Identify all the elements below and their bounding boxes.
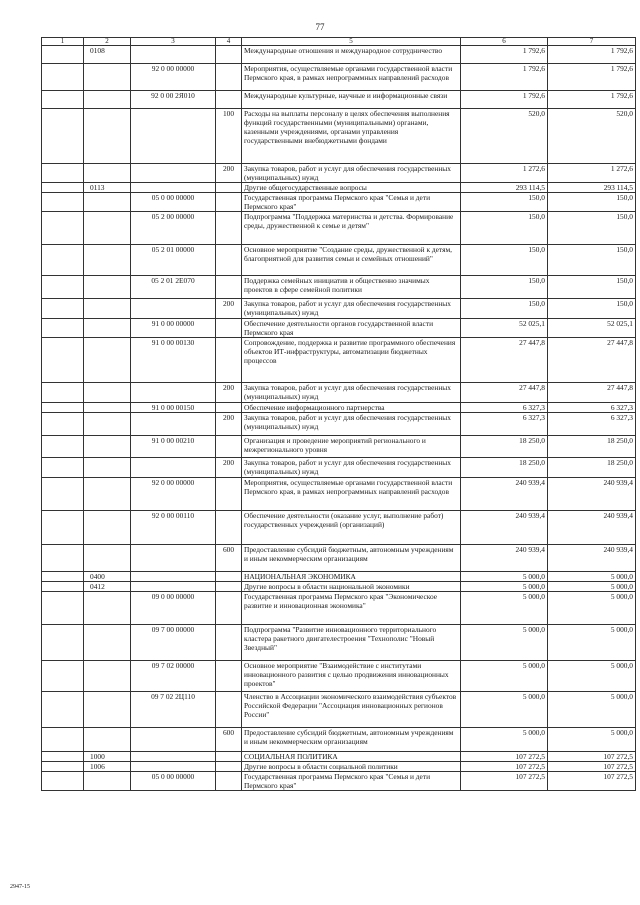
cell-target-article: 05 0 00 00000	[131, 772, 216, 791]
cell-target-article	[131, 46, 216, 64]
cell-name: Международные культурные, научные и информационные связи	[242, 91, 461, 109]
cell-subsection	[84, 413, 131, 436]
cell-section	[42, 299, 84, 319]
cell-target-article	[131, 752, 216, 762]
cell-expense-type	[216, 338, 242, 383]
cell-amount-1: 107 272,5	[461, 762, 548, 772]
cell-subsection	[84, 478, 131, 511]
cell-expense-type	[216, 762, 242, 772]
cell-subsection	[84, 692, 131, 728]
cell-section	[42, 212, 84, 245]
table-row	[42, 193, 636, 212]
table-row	[42, 383, 636, 403]
cell-name: Обеспечение информационного партнерства	[242, 403, 461, 413]
cell-amount-1: 240 939,4	[461, 511, 548, 545]
cell-subsection	[84, 383, 131, 403]
cell-amount-1: 6 327,3	[461, 403, 548, 413]
cell-amount-1: 5 000,0	[461, 592, 548, 625]
cell-amount-2: 1 792,6	[548, 46, 636, 64]
cell-section	[42, 478, 84, 511]
cell-amount-2: 107 272,5	[548, 762, 636, 772]
cell-amount-1: 5 000,0	[461, 661, 548, 692]
cell-expense-type	[216, 692, 242, 728]
budget-table	[41, 37, 636, 791]
cell-expense-type	[216, 592, 242, 625]
table-row	[42, 413, 636, 436]
table-row	[42, 299, 636, 319]
cell-target-article	[131, 109, 216, 164]
cell-amount-1: 5 000,0	[461, 728, 548, 752]
cell-section	[42, 772, 84, 791]
table-row	[42, 572, 636, 582]
cell-expense-type	[216, 319, 242, 338]
table-row	[42, 582, 636, 592]
cell-amount-2: 5 000,0	[548, 592, 636, 625]
cell-amount-1: 1 792,6	[461, 64, 548, 91]
table-row	[42, 245, 636, 276]
cell-target-article	[131, 582, 216, 592]
cell-subsection	[84, 212, 131, 245]
cell-expense-type: 600	[216, 545, 242, 572]
table-row	[42, 625, 636, 661]
cell-section	[42, 413, 84, 436]
cell-name: Основное мероприятие "Создание среды, дружественной к детям, благоприятной для развития семьи и семейных отношений"	[242, 245, 461, 276]
cell-section	[42, 458, 84, 478]
cell-target-article: 91 0 00 00000	[131, 319, 216, 338]
header-cell: 5	[242, 38, 461, 46]
cell-section	[42, 193, 84, 212]
cell-name: Основное мероприятие "Взаимодействие с институтами инновационного развития с целью продвижения инновационных проектов"	[242, 661, 461, 692]
cell-subsection	[84, 338, 131, 383]
cell-section	[42, 276, 84, 299]
cell-amount-2: 107 272,5	[548, 772, 636, 791]
cell-section	[42, 245, 84, 276]
cell-section	[42, 625, 84, 661]
cell-section	[42, 319, 84, 338]
cell-amount-1: 5 000,0	[461, 692, 548, 728]
cell-expense-type	[216, 245, 242, 276]
cell-subsection	[84, 592, 131, 625]
cell-target-article: 09 0 00 00000	[131, 592, 216, 625]
cell-subsection	[84, 319, 131, 338]
cell-name: Поддержка семейных инициатив и общественно значимых проектов в сфере семейной политики	[242, 276, 461, 299]
header-cell: 4	[216, 38, 242, 46]
cell-name: Организация и проведение мероприятий регионального и межрегионального уровня	[242, 436, 461, 458]
cell-subsection	[84, 64, 131, 91]
cell-amount-1: 150,0	[461, 212, 548, 245]
cell-amount-2: 150,0	[548, 193, 636, 212]
table-row	[42, 592, 636, 625]
cell-amount-2: 107 272,5	[548, 752, 636, 762]
cell-amount-2: 240 939,4	[548, 511, 636, 545]
cell-amount-1: 27 447,8	[461, 338, 548, 383]
cell-amount-2: 150,0	[548, 299, 636, 319]
cell-expense-type: 200	[216, 458, 242, 478]
cell-amount-1: 107 272,5	[461, 752, 548, 762]
cell-target-article: 92 0 00 00000	[131, 478, 216, 511]
cell-section	[42, 91, 84, 109]
cell-expense-type	[216, 772, 242, 791]
cell-amount-2: 5 000,0	[548, 572, 636, 582]
cell-amount-1: 150,0	[461, 245, 548, 276]
cell-expense-type	[216, 403, 242, 413]
cell-amount-2: 240 939,4	[548, 478, 636, 511]
cell-amount-1: 1 792,6	[461, 46, 548, 64]
cell-amount-1: 5 000,0	[461, 582, 548, 592]
cell-subsection	[84, 772, 131, 791]
cell-name: Предоставление субсидий бюджетным, автономным учреждениям и иным некоммерческим организациям	[242, 728, 461, 752]
cell-name: Международные отношения и международное сотрудничество	[242, 46, 461, 64]
cell-target-article	[131, 458, 216, 478]
cell-amount-1: 150,0	[461, 193, 548, 212]
table-row	[42, 436, 636, 458]
cell-section	[42, 661, 84, 692]
cell-expense-type	[216, 661, 242, 692]
cell-amount-1: 150,0	[461, 276, 548, 299]
cell-target-article: 09 7 02 00000	[131, 661, 216, 692]
cell-name: Мероприятия, осуществляемые органами государственной власти Пермского края, в рамках непрограммных направлений расходов	[242, 64, 461, 91]
cell-section	[42, 46, 84, 64]
table-row	[42, 319, 636, 338]
table-row	[42, 276, 636, 299]
cell-name: Государственная программа Пермского края "Экономическое развитие и инновационная экономика"	[242, 592, 461, 625]
cell-expense-type	[216, 183, 242, 193]
cell-name: Государственная программа Пермского края "Семья и дети Пермского края"	[242, 193, 461, 212]
cell-section	[42, 752, 84, 762]
cell-expense-type: 200	[216, 413, 242, 436]
cell-target-article: 05 2 01 00000	[131, 245, 216, 276]
cell-section	[42, 511, 84, 545]
cell-name: Другие вопросы в области национальной экономики	[242, 582, 461, 592]
table-row	[42, 91, 636, 109]
cell-name: Мероприятия, осуществляемые органами государственной власти Пермского края, в рамках непрограммных направлений расходов	[242, 478, 461, 511]
cell-expense-type	[216, 625, 242, 661]
cell-name: СОЦИАЛЬНАЯ ПОЛИТИКА	[242, 752, 461, 762]
table-row	[42, 511, 636, 545]
cell-subsection	[84, 276, 131, 299]
cell-amount-2: 52 025,1	[548, 319, 636, 338]
cell-subsection: 0113	[84, 183, 131, 193]
cell-amount-1: 6 327,3	[461, 413, 548, 436]
cell-amount-1: 150,0	[461, 299, 548, 319]
cell-amount-1: 240 939,4	[461, 478, 548, 511]
cell-expense-type	[216, 193, 242, 212]
cell-subsection: 0108	[84, 46, 131, 64]
cell-amount-2: 18 250,0	[548, 458, 636, 478]
cell-name: Другие вопросы в области социальной политики	[242, 762, 461, 772]
cell-subsection: 1006	[84, 762, 131, 772]
cell-amount-2: 6 327,3	[548, 413, 636, 436]
cell-name: Другие общегосударственные вопросы	[242, 183, 461, 193]
cell-expense-type	[216, 276, 242, 299]
cell-section	[42, 183, 84, 193]
cell-subsection	[84, 109, 131, 164]
cell-subsection	[84, 245, 131, 276]
cell-amount-2: 240 939,4	[548, 545, 636, 572]
cell-subsection: 1000	[84, 752, 131, 762]
table-row	[42, 692, 636, 728]
cell-amount-2: 150,0	[548, 276, 636, 299]
cell-name: Обеспечение деятельности (оказание услуг, выполнение работ) государственных учреждений (организаций)	[242, 511, 461, 545]
cell-target-article	[131, 299, 216, 319]
table-row	[42, 109, 636, 164]
table-row	[42, 752, 636, 762]
cell-target-article	[131, 183, 216, 193]
cell-name: Закупка товаров, работ и услуг для обеспечения государственных (муниципальных) нужд	[242, 164, 461, 183]
table-row	[42, 46, 636, 64]
header-cell: 2	[84, 38, 131, 46]
cell-subsection	[84, 458, 131, 478]
cell-amount-1: 18 250,0	[461, 458, 548, 478]
cell-amount-1: 1 272,6	[461, 164, 548, 183]
cell-expense-type: 200	[216, 383, 242, 403]
cell-subsection	[84, 545, 131, 572]
cell-name: Членство в Ассоциации экономического взаимодействия субъектов Российской Федерации "Ассоциация инновационных регионов России"	[242, 692, 461, 728]
cell-subsection: 0400	[84, 572, 131, 582]
cell-section	[42, 728, 84, 752]
cell-expense-type	[216, 582, 242, 592]
cell-target-article	[131, 728, 216, 752]
cell-name: Закупка товаров, работ и услуг для обеспечения государственных (муниципальных) нужд	[242, 299, 461, 319]
cell-expense-type	[216, 478, 242, 511]
table-row	[42, 338, 636, 383]
cell-amount-1: 27 447,8	[461, 383, 548, 403]
cell-amount-2: 27 447,8	[548, 383, 636, 403]
cell-amount-1: 293 114,5	[461, 183, 548, 193]
cell-amount-2: 6 327,3	[548, 403, 636, 413]
cell-target-article: 09 7 02 2Ц110	[131, 692, 216, 728]
cell-name: Закупка товаров, работ и услуг для обеспечения государственных (муниципальных) нужд	[242, 413, 461, 436]
table-row	[42, 458, 636, 478]
cell-section	[42, 592, 84, 625]
cell-target-article: 09 7 00 00000	[131, 625, 216, 661]
cell-subsection	[84, 728, 131, 752]
cell-amount-2: 18 250,0	[548, 436, 636, 458]
cell-name: Расходы на выплаты персоналу в целях обеспечения выполнения функций государственными (муниципальными) органами, казенными учреждениями, органами управления государственными внебюджетными фондами	[242, 109, 461, 164]
cell-amount-1: 5 000,0	[461, 625, 548, 661]
cell-name: Государственная программа Пермского края "Семья и дети Пермского края"	[242, 772, 461, 791]
table-row	[42, 64, 636, 91]
cell-subsection	[84, 436, 131, 458]
cell-amount-2: 150,0	[548, 212, 636, 245]
cell-subsection	[84, 511, 131, 545]
cell-expense-type: 200	[216, 164, 242, 183]
table-row	[42, 183, 636, 193]
cell-target-article	[131, 572, 216, 582]
cell-target-article	[131, 545, 216, 572]
cell-target-article	[131, 164, 216, 183]
cell-target-article: 92 0 00 00000	[131, 64, 216, 91]
table-row	[42, 164, 636, 183]
cell-section	[42, 762, 84, 772]
cell-subsection	[84, 164, 131, 183]
cell-amount-2: 27 447,8	[548, 338, 636, 383]
cell-subsection	[84, 299, 131, 319]
cell-subsection	[84, 403, 131, 413]
header-cell: 3	[131, 38, 216, 46]
cell-amount-2: 5 000,0	[548, 582, 636, 592]
table-row	[42, 478, 636, 511]
cell-expense-type	[216, 91, 242, 109]
table-row	[42, 212, 636, 245]
table-header-row	[42, 38, 636, 46]
cell-subsection	[84, 625, 131, 661]
cell-target-article: 91 0 00 00130	[131, 338, 216, 383]
cell-amount-2: 5 000,0	[548, 728, 636, 752]
cell-target-article: 92 0 00 2Я010	[131, 91, 216, 109]
cell-name: Закупка товаров, работ и услуг для обеспечения государственных (муниципальных) нужд	[242, 458, 461, 478]
cell-section	[42, 338, 84, 383]
cell-amount-2: 150,0	[548, 245, 636, 276]
cell-target-article	[131, 383, 216, 403]
table-row	[42, 545, 636, 572]
cell-amount-2: 1 272,6	[548, 164, 636, 183]
page-number: 77	[315, 22, 325, 32]
cell-amount-2: 293 114,5	[548, 183, 636, 193]
cell-target-article: 91 0 00 00150	[131, 403, 216, 413]
cell-expense-type	[216, 436, 242, 458]
cell-amount-1: 240 939,4	[461, 545, 548, 572]
cell-subsection	[84, 661, 131, 692]
cell-amount-1: 1 792,6	[461, 91, 548, 109]
cell-amount-2: 1 792,6	[548, 91, 636, 109]
cell-expense-type	[216, 511, 242, 545]
cell-expense-type: 600	[216, 728, 242, 752]
cell-section	[42, 692, 84, 728]
cell-expense-type	[216, 752, 242, 762]
cell-section	[42, 582, 84, 592]
cell-name: НАЦИОНАЛЬНАЯ ЭКОНОМИКА	[242, 572, 461, 582]
header-cell: 6	[461, 38, 548, 46]
cell-amount-2: 5 000,0	[548, 625, 636, 661]
cell-name: Обеспечение деятельности органов государственной власти Пермского края	[242, 319, 461, 338]
cell-section	[42, 109, 84, 164]
document-code: 2947-15	[10, 884, 30, 890]
cell-expense-type: 100	[216, 109, 242, 164]
cell-amount-1: 18 250,0	[461, 436, 548, 458]
cell-target-article: 05 2 01 2Е070	[131, 276, 216, 299]
header-cell: 7	[548, 38, 636, 46]
cell-amount-2: 5 000,0	[548, 692, 636, 728]
cell-amount-1: 52 025,1	[461, 319, 548, 338]
cell-subsection	[84, 193, 131, 212]
cell-amount-1: 520,0	[461, 109, 548, 164]
cell-name: Закупка товаров, работ и услуг для обеспечения государственных (муниципальных) нужд	[242, 383, 461, 403]
cell-target-article: 05 0 00 00000	[131, 193, 216, 212]
cell-amount-1: 5 000,0	[461, 572, 548, 582]
table-row	[42, 661, 636, 692]
cell-section	[42, 545, 84, 572]
cell-target-article	[131, 762, 216, 772]
header-cell: 1	[42, 38, 84, 46]
cell-expense-type	[216, 46, 242, 64]
cell-name: Предоставление субсидий бюджетным, автономным учреждениям и иным некоммерческим организациям	[242, 545, 461, 572]
cell-subsection	[84, 91, 131, 109]
cell-name: Подпрограмма "Поддержка материнства и детства. Формирование среды, дружественной к семье и детям"	[242, 212, 461, 245]
cell-amount-2: 1 792,6	[548, 64, 636, 91]
table-row	[42, 403, 636, 413]
cell-section	[42, 436, 84, 458]
cell-amount-2: 5 000,0	[548, 661, 636, 692]
cell-name: Сопровождение, поддержка и развитие программного обеспечения объектов ИТ-инфраструктуры, автоматизации бюджетных процессов	[242, 338, 461, 383]
cell-expense-type: 200	[216, 299, 242, 319]
cell-name: Подпрограмма "Развитие инновационного территориального кластера ракетного двигателестроения "Технополис "Новый Звездный"	[242, 625, 461, 661]
cell-section	[42, 64, 84, 91]
cell-target-article: 92 0 00 00110	[131, 511, 216, 545]
table-row	[42, 728, 636, 752]
cell-target-article: 91 0 00 00210	[131, 436, 216, 458]
cell-target-article	[131, 413, 216, 436]
cell-expense-type	[216, 64, 242, 91]
cell-amount-2: 520,0	[548, 109, 636, 164]
cell-section	[42, 403, 84, 413]
cell-expense-type	[216, 212, 242, 245]
cell-section	[42, 572, 84, 582]
cell-subsection: 0412	[84, 582, 131, 592]
cell-section	[42, 164, 84, 183]
table-row	[42, 772, 636, 791]
cell-target-article: 05 2 00 00000	[131, 212, 216, 245]
cell-expense-type	[216, 572, 242, 582]
cell-section	[42, 383, 84, 403]
cell-amount-1: 107 272,5	[461, 772, 548, 791]
table-row	[42, 762, 636, 772]
